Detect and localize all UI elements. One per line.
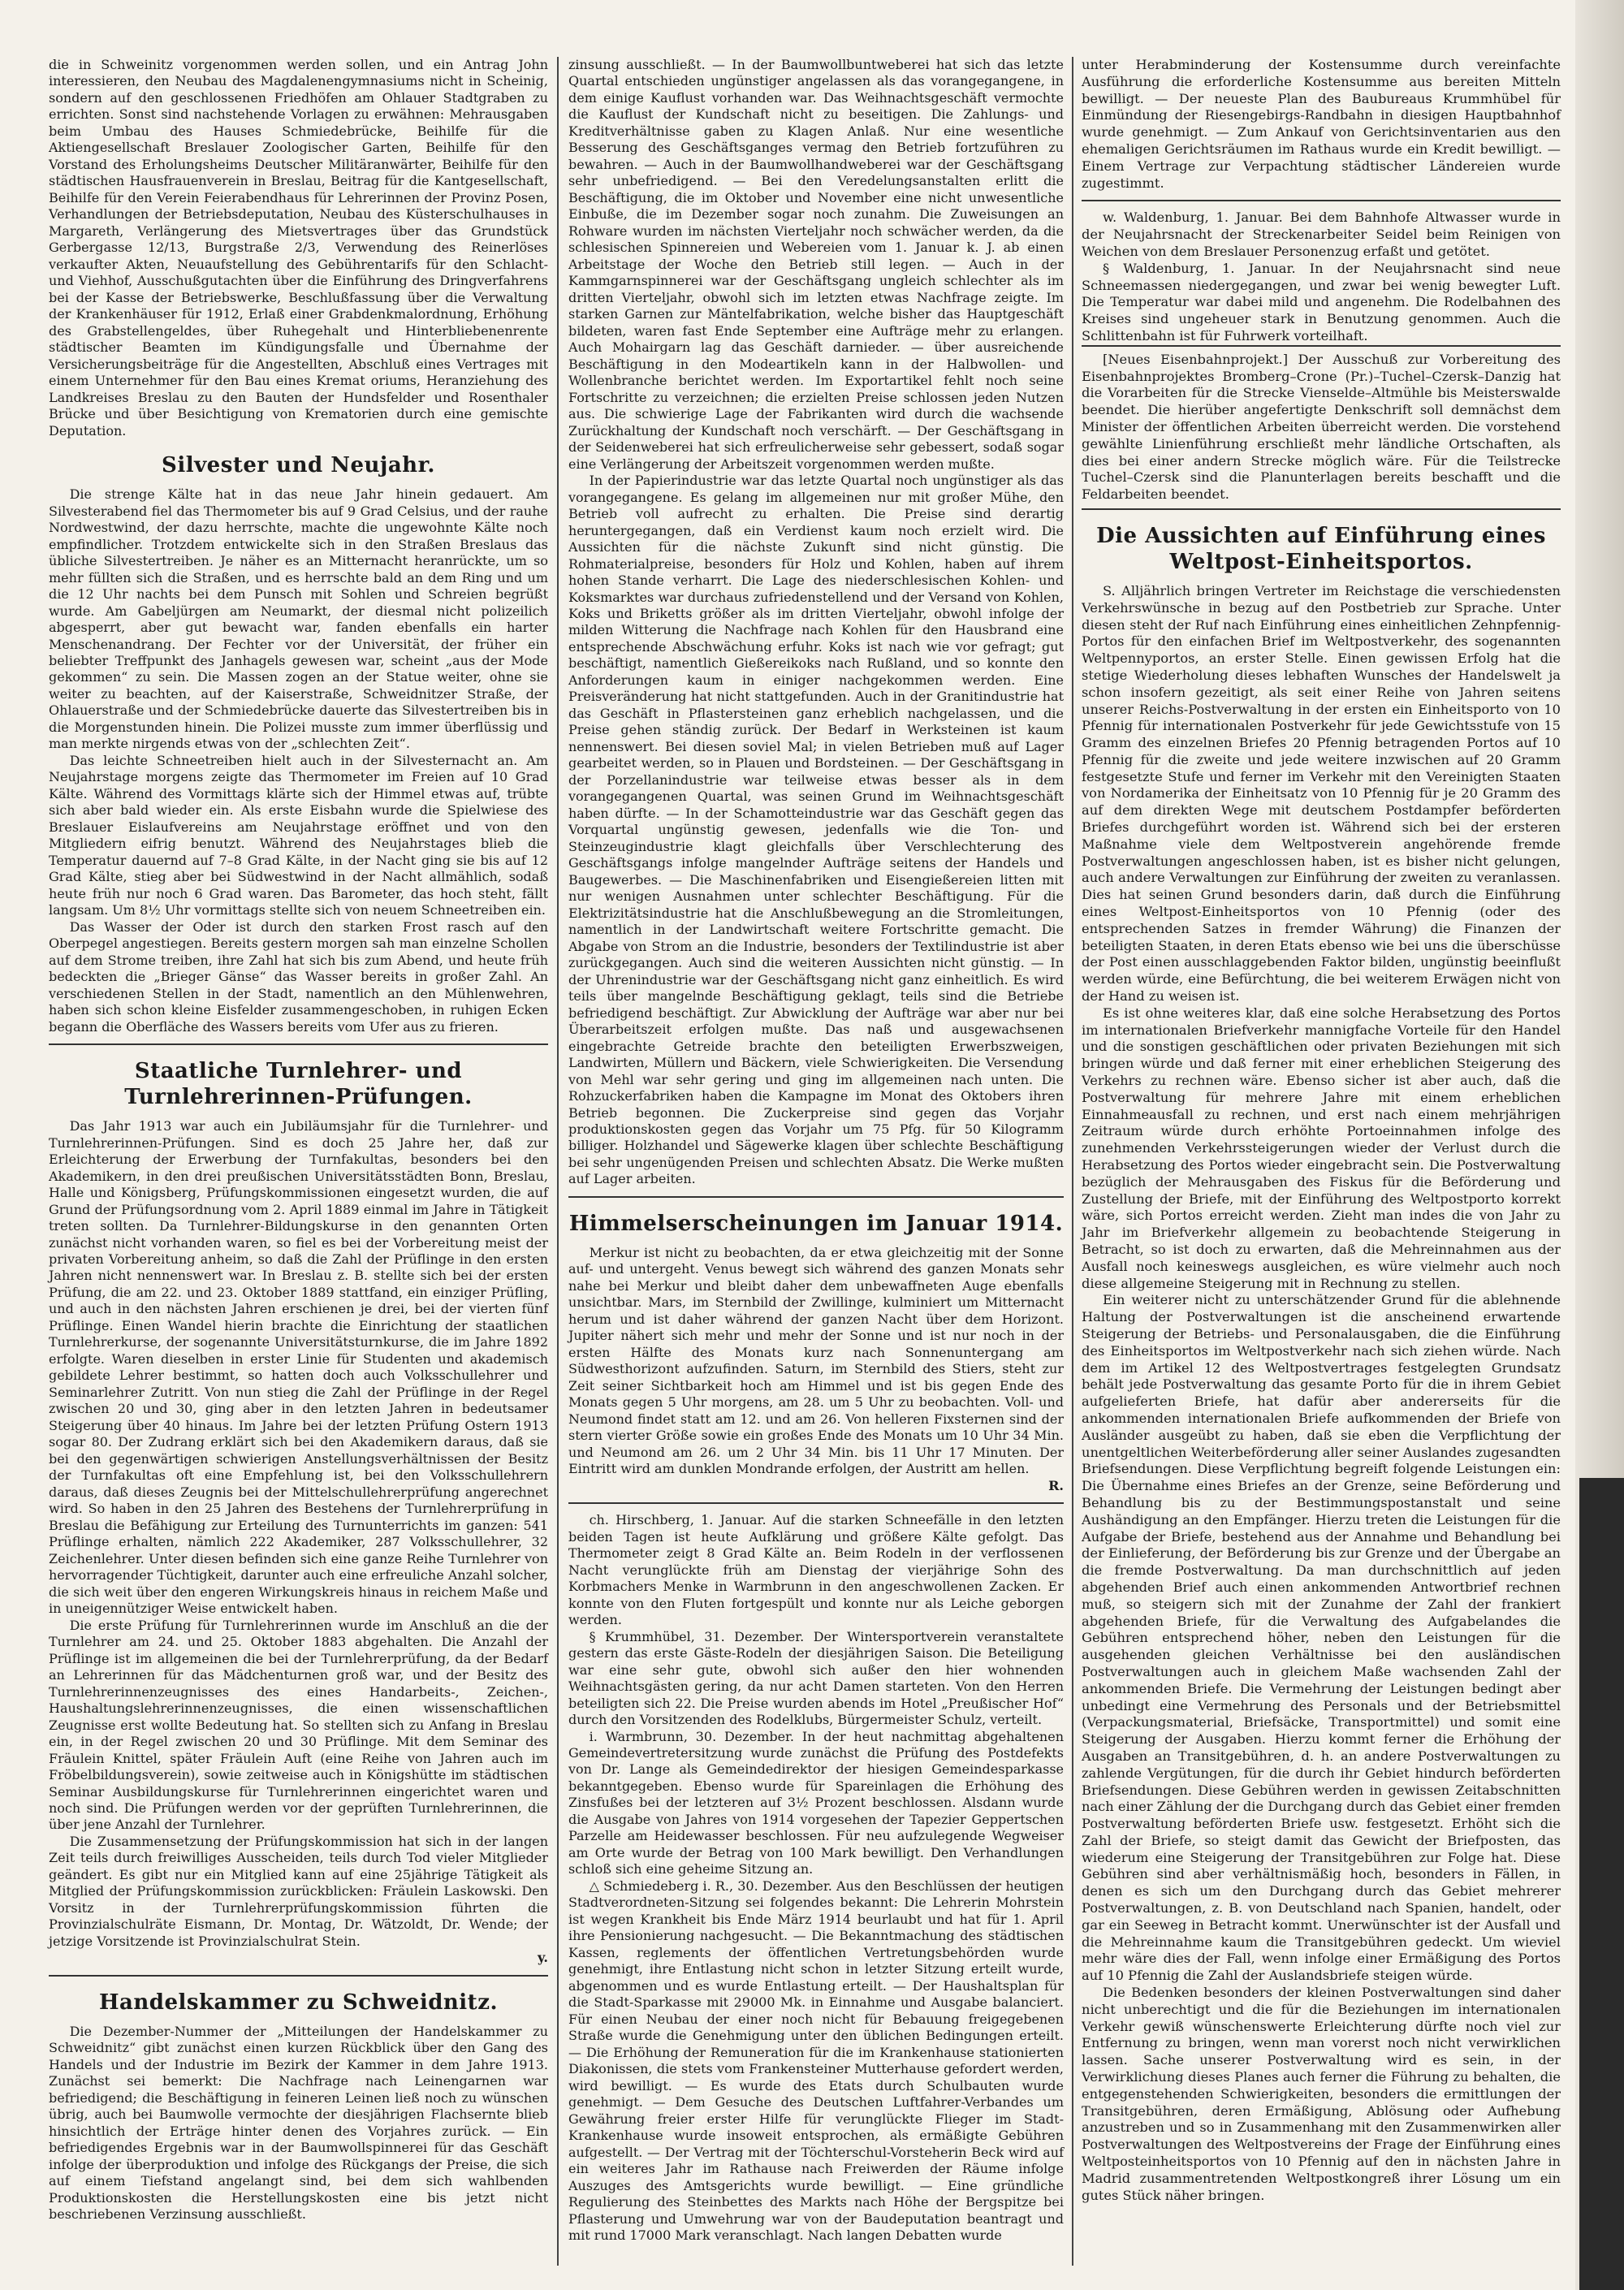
article-text: Das Wasser der Oder ist durch den starken Frost rasch auf den Oberpegel angestiegen. Bereits gestern morgen sah man einzelne Schollen auf dem Strome treiben, ihre Zahl hat sich bis zum Abend, und heute früh bedeckten die „Brieger Gänse“ das Wasser bereits in großer Zahl. An verschiedenen Stellen in der Stadt, namentlich an den Mühlenwehren, haben sich schon kleine Eisfelder zusammengeschoben, in ruhigen Ecken begann die Oberfläche des Wassers bereits vom Ufer aus zu frieren. bbox=[49, 918, 548, 1035]
article-text: ch. Hirschberg, 1. Januar. Auf die starken Schneefälle in den letzten beiden Tagen ist heute Aufklärung und größere Kälte gefolgt. Das Thermometer zeigt 8 Grad Kälte an. Beim Rodeln in der verflossenen Nacht verunglückte früh am Dienstag der vierjährige Sohn des Korbmachers Menke in Warmbrunn in den angeschwollenen Zacken. Er konnte von den Fluten fortgespült und konnte nur als Leiche geborgen werden. bbox=[568, 1512, 1064, 1628]
headline-turnlehrer: Staatliche Turnlehrer- und Turnlehrerinnen-Prüfungen. bbox=[124, 1059, 473, 1110]
divider bbox=[49, 1043, 548, 1045]
article-text: § Krummhübel, 31. Dezember. Der Wintersportverein veranstaltete gestern das erste Gäste-Rodeln der diesjährigen Saison. Die Beteiligung war eine sehr gute, obwohl sich außer den hier wohnenden Weihnachtsgästen gering, da nur acht Damen starteten. Von den Herren beteiligten sich 22. Die Preise wurden abends im Hotel „Preußischer Hof“ durch den Vorsitzenden des Rodelklubs, Bürgermeister Schulz, verteilt. bbox=[568, 1628, 1064, 1728]
notice-eisenbahnprojekt bbox=[1082, 345, 1561, 510]
headline-weltpost: Die Aussichten auf Einführung eines Weltpost-Einheitsportos. bbox=[1096, 523, 1546, 574]
newspaper-page bbox=[32, 57, 1567, 2266]
article-text: Die Bedenken besonders der kleinen Postverwaltungen sind daher nicht unberechtigt und die für die Beziehungen im internationalen Verkehr gewiß wünschenswerte Erleichterung dürfte noch viel zur Entfernung zu bringen, wenn man vorerst noch nicht verwirklichen lassen. Sache unserer Postverwaltung wird es sein, in der Verwirklichung dieses Planes auch ferner die Führung zu behalten, die entgegenstehenden Schwierigkeiten, besonders die ermittlungen der Transitgebühren, deren Ermäßigung, Ablösung oder Aufhebung anzustreben und so in Zusammenhang mit den Zusammenwirken aller Postverwaltungen des Weltpostvereins der Frage der Einführung eines Weltposteinheitsportos von 10 Pfennig auf den in nächsten Jahre in Madrid zusammentretenden Weltpostkongreß ihrer Lösung um ein gutes Stück näher bringen. bbox=[1082, 1985, 1561, 2203]
article-text: Das leichte Schneetreiben hielt auch in der Silvesternacht an. Am Neujahrstage morgens zeigte das Thermometer im Freien auf 10 Grad Kälte. Während des Vormittags klärte sich der Himmel etwas auf, trübte sich aber bald wieder ein. Als erste Eisbahn wurde die Spielwiese des Breslauer Eislaufvereins am Neujahrstage eröffnet und von den Mitgliedern eifrig benutzt. Während des Neujahrstages blieb die Temperatur dauernd auf 7–8 Grad Kälte, in der Nacht ging sie bis auf 12 Grad Kälte, stieg aber bei Südwestwind in der Nacht allmählich, sodaß heute früh nur noch 6 Grad waren. Das Barometer, das hoch steht, fällt langsam. Um 8½ Uhr vormittags stellte sich von neuem Schneetreiben ein. bbox=[49, 752, 548, 918]
signature: y. bbox=[537, 1950, 548, 1966]
signature: R. bbox=[1048, 1477, 1064, 1493]
divider bbox=[568, 1502, 1064, 1504]
article-text: Ein weiterer nicht zu unterschätzender Grund für die ablehnende Haltung der Postverwaltungen ist die anscheinend erwartende Steigerung der Betriebs- und Personalausgaben, die die Einführung des Einheitsportos im Weltpostverkehr nach sich ziehen würde. Nach dem im Artikel 12 des Weltpostvertrages festgelegten Grundsatz behält jede Postverwaltung das gesamte Porto für die in ihrem Gebiet aufgelieferten Briefe, hat dafür aber andererseits für die ankommenden internationalen Briefe aufkommenden der Briefe von Ausländer ausgeübt zu haben, daß sie eben die Verpflichtung der unentgeltlichen Weiterbeförderung aller seiner Auslandes zugesandten Briefsendungen. Diese Verpflichtung begreift folgende Leistungen ein: Die Übernahme eines Briefes an der Grenze, seine Beförderung und Behandlung bis zu der Bestimmungspostanstalt und seine Aushändigung an den Empfänger. Hierzu treten die Leistungen für die Aufgabe der Briefe, bestehend aus der Annahme und Behandlung bei der Einlieferung, der Beförderung bis zur Grenze und der Übergabe an die fremde Postverwaltung. Da man durchschnittlich auf jeden abgehenden Brief auch einen ankommenden Antwortbrief rechnen muß, so steigern sich mit der Zunahme der Zahl der frankiert abgehenden Briefe, für die Verwaltung des Aufgabelandes die Gebühren entsprechend höher, neben den Leistungen für die ausgehenden gleichen Verhältnisse bei den ausländischen Postverwaltungen auch in gleichem Maße wachsenden Zahl der ankommenden Briefe. Die Vermehrung der Leistungen bedingt aber unbedingt eine Vermehrung des Personals und der Betriebsmittel (Verpackungsmaterial, Briefsäcke, Transportmittel) und somit eine Steigerung der Ausgaben. Hierzu kommt ferner die Erhöhung der Ausgaben an Transitgebühren, d. h. an andere Postverwaltungen zu zahlende Vergütungen, für die durch ihr Gebiet hindurch beförderten Briefsendungen. Diese Gebühren werden in gewissen Zeitabschnitten nach einer Zählung der die Durchgang durch das Gebiet einer fremden Postverwaltung beförderten Briefe usw. festgesetzt. Erhöht sich die Zahl der Briefe, so steigt damit das Gewicht der Briefposten, das wiederum eine Steigerung der Transitgebühren zur Folge hat. Diese Gebühren sind aber verhältnismäßig hoch, besonders in Fällen, in denen es sich um den Durchgang durch das Gebiet mehrerer Postverwaltungen, z. B. von Deutschland nach Spanien, handelt, oder gar ein Seeweg in Betracht kommt. Unerwünschter ist der Ausfall und die Mehreinnahme kaum die Transitgebühren gedeckt. Um wieviel mehr wäre dies der Fall, wenn infolge einer Ermäßigung des Portos auf 10 Pfennig die Zahl der Auslandsbriefe steigen würde. bbox=[1082, 1292, 1561, 1984]
column-2 bbox=[568, 57, 1064, 2245]
article-text: Die strenge Kälte hat in das neue Jahr hinein gedauert. Am Silvesterabend fiel das Thermometer bis auf 9 Grad Celsius, und der rauhe Nordwestwind, der dazu herrschte, machte die ungewohnte Kälte noch empfindlicher. Trotzdem entwickelte sich in den Straßen Breslaus das übliche Silvestertreiben. Je näher es an Mitternacht heranrückte, um so mehr füllten sich die Straßen, und es herrschte bald an dem Ring und um die 12 Uhr nachts bei dem Punsch mit Sohlen und Schreien begrüßt wurde. Am Gabeljürgen am Neumarkt, der diesmal nicht polizeilich abgesperrt, aber gut bewacht war, fanden ebenfalls ein harter Menschenandrang. Der Fechter vor der Universität, der früher ein beliebter Treffpunkt des Janhagels gewesen war, scheint „aus der Mode gekommen“ zu sein. Die Massen zogen an der Statue weiter, ohne sie weiter zu beachten, auf der Kaiserstraße, Schweidnitzer Straße, der Ohlauerstraße und der Schmiedebrücke dauerte das Silvestertreiben bis in die Morgenstunden hinein. Die Polizei musste zum immer überflüssig und man merkte nirgends etwas von der „schlechten Zeit“. bbox=[49, 486, 548, 752]
article-text: Es ist ohne weiteres klar, daß eine solche Herabsetzung des Portos im internationalen Briefverkehr mannigfache Vorteile für den Handel und die sonstigen geschäftlichen oder privaten Beziehungen mit sich bringen würde und daß ferner mit einer erheblichen Steigerung des Verkehrs zu rechnen wäre. Ebenso sicher ist aber auch, daß die Postverwaltung für mehrere Jahre mit einem erheblichen Einnahmeausfall zu rechnen, und erst nach einem mehrjährigen Zeitraum würde durch erhöhte Portoeinnahmen infolge des zunehmenden Verkehrssteigerungen wieder der Verlust durch die Herabsetzung des Portos wieder eingebracht sein. Die Postverwaltung bezüglich der Mehrausgaben des Fiskus für die Beförderung und Zustellung der Briefe, mit der Einführung des Weltpostporto korrekt wäre, sich Portos erreicht werden. Zieht man indes die von Jahr zu Jahr im Briefverkehr allgemein zu beobachtende Steigerung in Betracht, so ist doch zu erwarten, daß die Mehreinnahmen aus der Ausfall noch keineswegs ausgleichen, es würe vielmehr auch noch diese allgemeine Steigerung mit in Rechnung zu stellen. bbox=[1082, 1005, 1561, 1291]
divider bbox=[49, 1975, 548, 1977]
article-text: Die Dezember-Nummer der „Mitteilungen der Handelskammer zu Schweidnitz“ gibt zunächst einen kurzen Rückblick über den Gang des Handels und der Industrie im Bezirk der Kammer in dem Jahre 1913. Zunächst sei bemerkt: Die Nachfrage nach Leinengarnen war befriedigend; die Beschäftigung in feineren Leinen ließ noch zu wünschen übrig, auch bei Baumwolle vermochte der diesjährigen Flachsernte blieb hinsichtlich der Erträge hinter denen des Vorjahres zurück. — Ein befriedigendes Ergebnis war in der Baumwollspinnerei für das Geschäft infolge der überproduktion und infolge des Rückgangs der Preise, die sich auf einem Tiefstand angelangt sind, bei dem sich wahlbenden Produktionskosten die Herstellungskosten eine bis jetzt nicht beschriebenen Verzinsung ausschließt. bbox=[49, 2023, 548, 2223]
article-text: S. Alljährlich bringen Vertreter im Reichstage die verschiedensten Verkehrswünsche in bezug auf den Postbetrieb zur Sprache. Unter diesen steht der Ruf nach Einführung eines einheitlichen Zehnpfennig-Portos für den einfachen Brief im Weltpostverkehr, des sogenannten Weltpennyportos, an erster Stelle. Einen gewissen Erfolg hat die stetige Wiederholung dieses lebhaften Wunsches der Handelswelt ja schon insofern gezeitigt, als seit einer Reihe von Jahren seitens unserer Reichs-Postverwaltung in der ersten ein Einheitsporto von 10 Pfennig für internationalen Postverkehr für jede Gewichtsstufe von 15 Gramm des einzelnen Briefes 20 Pfennig betragenden Portos auf 10 Pfennig für die zweite und jede weitere inzwischen auf 20 Gramm festgesetzte Stufe und ferner im Verkehr mit den Vereinigten Staaten von Nordamerika der Einheitsatz von 10 Pfennig für je 20 Gramm des auf dem direkten Wege mit deutschem Postdampfer beförderten Briefes durchgeführt worden ist. Während sich bei der ersteren Maßnahme viele dem Weltpostverein angehörende fremde Postverwaltungen angeschlossen haben, ist es bisher nicht gelungen, auch andere Verwaltungen zur Einführung der zweiten zu veranlassen. Dies hat seinen Grund besonders darin, daß durch die Einführung eines Weltpost-Einheitsportos von 10 Pfennig (oder des entsprechenden Satzes in fremder Währung) die Finanzen der beteiligten Staaten, in deren Etats ebenso wie bei uns die überschüsse der Post einen ausschlaggebenden Faktor bilden, ungünstig beeinflußt werden würde, eine Befürchtung, die bei weiterem Erwägen nicht von der Hand zu weisen ist. bbox=[1082, 582, 1561, 1005]
article-text: Merkur ist nicht zu beobachten, da er etwa gleichzeitig mit der Sonne auf- und untergeht. Venus bewegt sich während des ganzen Monats sehr nahe bei Merkur und bleibt daher dem unbewaffneten Auge ebenfalls unsichtbar. Mars, im Sternbild der Zwillinge, kulminiert um Mitternacht herum und ist daher während der ganzen Nacht über dem Horizont. Jupiter nähert sich mehr und mehr der Sonne und ist nur noch in der ersten Hälfte des Monats kurz nach Sonnenuntergang am Südwesthorizont aufzufinden. Saturn, im Sternbild des Stiers, steht zur Zeit seiner Sichtbarkeit hoch am Himmel und ist bis gegen Ende des Monats gegen 5 Uhr morgens, am 28. um 5 Uhr zu beobachten. Voll- und Neumond findet statt am 12. und am 26. Von helleren Fixsternen sind der stern vierter Größe sowie ein großes Ende des Monats um 10 Uhr 34 Min. und Neumond am 26. um 2 Uhr 34 Min. bis 11 Uhr 17 Minuten. Der Eintritt wird am dunklen Mondrande erfolgen, der Austritt am hellen. bbox=[568, 1244, 1064, 1477]
article-text: Die erste Prüfung für Turnlehrerinnen wurde im Anschluß an die der Turnlehrer am 24. und 25. Oktober 1883 abgehalten. Die Anzahl der Prüflinge ist im allgemeinen die bei der Turnlehrerprüfung, da der Bedarf an Lehrerinnen für das Mädchenturnen groß war, und der Besitz des Turnlehrerinnenzeugnisses des eines Handarbeits-, Zeichen-, Haushaltungslehrerinnenzeugnisses, die einen wissenschaftlichen Zeugnisse erst wollte Bedeutung hat. So stellten sich zu Anfang in Breslau ein, in der Regel zwischen 20 und 30 Prüflinge. Mit dem Seminar des Fräulein Knittel, später Fräulein Auft (eine Reihe von Jahren auch im Fröbelbildungsverein), sowie zeitweise auch in Königshütte im städtischen Seminar Ausbildungskurse für Turnlehrerinnen eingerichtet waren und noch sind. Die Prüfungen werden vor der geprüften Turnlehrerinnen, die über jene Anzahl der Turnlehrer. bbox=[49, 1617, 548, 1833]
column-rule bbox=[557, 57, 559, 2266]
headline-silvester: Silvester und Neujahr. bbox=[162, 453, 435, 478]
article-text: △ Schmiedeberg i. R., 30. Dezember. Aus den Beschlüssen der heutigen Stadtverordneten-Sitzung sei folgendes bekannt: Die Lehrerin Mohrstein ist wegen Krankheit bis Ende März 1914 beurlaubt und hat für 1. April ihre Pensionierung nachgesucht. — Die Bekanntmachung des städtischen Kassen, reglements der öffentlichen Vertretungsbehörden wurde genehmigt, ihre Entlastung nicht schon in letzter Sitzung erteilt wurde, abgenommen und es wurde Entlastung erteilt. — Der Haushaltsplan für die Stadt-Sparkasse mit 29000 Mk. in Einnahme und Ausgabe balanciert. Für einen Neubau der einer noch nicht für Bebauung freigegebenen Straße wurde die Genehmigung unter den üblichen Bedingungen erteilt. — Die Erhöhung der Remuneration für die im Krankenhause stationierten Diakonissen, die stets vom Frankensteiner Mutterhause gefordert werden, wird bewilligt. — Es wurde des Etats durch Schulbauten wurde genehmigt. — Dem Gesuche des Deutschen Luftfahrer-Verbandes um Gewährung freier erster Hilfe für verunglückte Flieger im Stadt-Krankenhause wurde insoweit entsprochen, als ermäßigte Gebühren aufgestellt. — Der Vertrag mit der Töchterschul-Vorsteherin Beck wird auf ein weiteres Jahr im Rathause nach Freiwerden der Räume infolge Auszuges des Amtsgerichts wurde bewilligt. — Eine gründliche Regulierung des Steinbettes des Markts nach Höhe der Bergspitze bei Pflasterung und Umwehrung war von der Baudeputation beantragt und mit rund 17000 Mark veranschlagt. Nach langen Debatten wurde bbox=[568, 1877, 1064, 2244]
article-text: i. Warmbrunn, 30. Dezember. In der heut nachmittag abgehaltenen Gemeindevertretersitzung wurde zunächst die Prüfung des Postdefekts von Dr. Lange als Gemeindedirektor der hiesigen Gemeindesparkasse bekanntgegeben. Ebenso wurde für Spareinlagen die Erhöhung des Zinsfußes bei der letzteren auf 3½ Prozent beschlossen. Alsdann wurde die Ausgabe von Jahres von 1914 vorgesehen der Tapezier Geppertschen Parzelle am Heidewasser beschlossen. Für neu aufzulegende Wegweiser am Orte wurde der Betrag von 100 Mark bewilligt. Den Verhandlungen schloß sich eine geheime Sitzung an. bbox=[568, 1728, 1064, 1877]
article-text: § Waldenburg, 1. Januar. In der Neujahrsnacht sind neue Schneemassen niedergegangen, und zwar bei wenig bewegter Luft. Die Temperatur war dabei mild und angenehm. Die Rodelbahnen des Kreises sind ungeheuer stark in Benutzung genommen. Auch die Schlittenbahn ist für Fuhrwerk vorteilhaft. bbox=[1082, 260, 1561, 344]
article-text: Die Zusammensetzung der Prüfungskommission hat sich in der langen Zeit teils durch freiwilliges Ausscheiden, teils durch Tod vieler Mitglieder geändert. Es gibt nur ein Mitglied kann auf eine 25jährige Tätigkeit als Mitglied der Prüfungskommission zurückblicken: Fräulein Laskowski. Den Vorsitz in der Turnlehrerprüfungskommission führten die Provinzialschulräte Eismann, Dr. Montag, Dr. Wätzoldt, Dr. Wende; der jetzige Vorsitzende ist Provinzialschulrat Stein. bbox=[49, 1833, 548, 1949]
article-text: w. Waldenburg, 1. Januar. Bei dem Bahnhofe Altwasser wurde in der Neujahrsnacht der Streckenarbeiter Seidel beim Reinigen von Weichen von dem Breslauer Personenzug erfaßt und getötet. bbox=[1082, 210, 1561, 259]
article-text: In der Papierindustrie war das letzte Quartal noch ungünstiger als das vorangegangene. Es gelang im allgemeinen nur mit großer Mühe, den Betrieb voll aufrecht zu erhalten. Die Preise sind derartig heruntergegangen, daß ein Verdienst kaum noch erzielt wird. Die Aussichten für die nächste Zukunft sind nicht günstig. Die Rohmaterialpreise, besonders für Holz und Kohlen, haben auf ihrem hohen Stande verharrt. Die Lage des niederschlesischen Kohlen- und Koksmarktes war durchaus zufriedenstellend und der Versand von Kohlen, Koks und Briketts größer als im dritten Vierteljahr, obwohl infolge der milden Witterung die Nachfrage nach Kohlen für den Hausbrand eine entsprechende Abschwächung erfuhr. Koks ist nach wie vor gefragt; gut beschäftigt, namentlich Gießereikoks nach Rußland, und so konnte den Anforderungen kaum in einiger nachgekommen werden. Eine Preisveränderung hat nicht stattgefunden. Auch in der Granitindustrie hat das Geschäft in Pflastersteinen ganz erheblich nachgelassen, und die Preise gehen ständig zurück. Der Bedarf in Werksteinen ist kaum nennenswert. Bei diesen soviel Mal; in vielen Betrieben muß auf Lager gearbeitet werden, so in Plauen und Bordsteinen. — Der Geschäftsgang in der Porzellanindustrie war teilweise etwas besser als in dem vorangegangenen Quartal, was seinen Grund im Weihnachtsgeschäft haben dürfte. — In der Schamotteindustrie war das Geschäft gegen das Vorquartal ungünstig gewesen, jedenfalls wie die Ton- und Steinzeugindustrie klagt gleichfalls über Verschlechterung des Geschäftsgangs infolge mangelnder Aufträge seitens der Handels und Baugewerbes. — Die Maschinenfabriken und Eisengießereien litten mit nur wenigen Ausnahmen unter schlechter Beschäftigung. Für die Elektrizitätsindustrie hat die Anschlußbewegung an die Stromleitungen, namentlich in der Landwirtschaft weitere Fortschritte gemacht. Die Abgabe von Strom an die Industrie, besonders der Textilindustrie ist aber zurückgegangen. Auch sind die weiteren Aussichten nicht günstig. — In der Uhrenindustrie war der Geschäftsgang nicht ganz einheitlich. Es wird teils über mangelnde Beschäftigung geklagt, teils sind die Betriebe befriedigend beschäftigt. Zur Abwicklung der Aufträge war aber nur bei Überarbeitszeit erfolgen mußte. Das naß und ausgewachsenen eingebrachte Getreide brachte den beteiligten Erwerbszweigen, Landwirten, Müllern und Bäckern, viele Schwierigkeiten. Die Versendung von Mehl war sehr gering und ging im allgemeinen nach unten. Die Rohzuckerfabriken haben die Kampagne im Monat des Oktobers ihren Betrieb begonnen. Die Zuckerpreise sind gegen das Vorjahr produktionskosten gegen das Vorjahr um 75 Pfg. für 50 Kilogramm billiger. Holzhandel und Sägewerke klagen über schlechte Beschäftigung bei sehr ungenügenden Preisen und schlechten Absatz. Die Werke mußten auf Lager arbeiten. bbox=[568, 473, 1064, 1187]
article-text: unter Herabminderung der Kostensumme durch vereinfachte Ausführung die erforderliche Kostensumme aus bereiten Mitteln bewilligt. — Der neueste Plan des Baubureaus Krummhübel für Einmündung der Riesengebirgs-Randbahn in diesigen Hauptbahnhof wurde genehmigt. — Zum Ankauf von Gerichtsinventarien aus den ehemaligen Gerichtsräumen im Rathaus wurde ein Kredit bewilligt. — Einem Vertrage zur Verpachtung städtischer Ländereien wurde zugestimmt. bbox=[1082, 57, 1561, 191]
article-text: die in Schweinitz vorgenommen werden sollen, und ein Antrag John interessieren, den Neubau des Magdalenengymnasiums nicht in Scheinig, sondern auf den geschlossenen Friedhöfen am Ohlauer Stadtgraben zu errichten. Sonst sind nachstehende Vorlagen zu erwähnen: Mehrausgaben beim Umbau des Hauses Schmiedebrücke, Beihilfe für die Aktiengesellschaft Breslauer Zoologischer Garten, Beihilfe für den Vorstand des Erholungsheims Deutscher Militäranwärter, Beihilfe für den städtischen Hausfrauenverein in Breslau, Beitrag für die Kantgesellschaft, Beihilfe für den Verein Feierabendhaus für Lehrerinnen der Provinz Posen, Verhandlungen der Betriebsdeputation, Neubau des Küsterschulhauses in Margareth, Verlängerung des Mietsvertrages über das Grundstück Gerbergasse 12/13, Burgstraße 2/3, Verwendung des Reinerlöses verkaufter Akten, Neuaufstellung des Gebührentarifs für den Schlacht- und Viehhof, Ausschußgutachten über die Einführung des Dringverfahrens bei der Kasse der Betriebswerke, Beschlußfassung über die Verwaltung der Krankenhäuser für 1912, Erlaß einer Grabdenkmalordnung, Erhöhung des Grabstellengeldes, über Ruhegehalt und Hinterbliebenenrente städtischer Beamten im Kündigungsfalle und Übernahme der Versicherungsbeiträge für die Angestellten, Abschluß eines Vertrages mit einem Unternehmer für den Bau eines Kremat oriums, Heranziehung des Landkreises Breslau zu den Bauten der Hundsfelder und Rosenthaler Brücke und über Besichtigung von Krematorien durch eine gemischte Deputation. bbox=[49, 57, 548, 439]
headline-himmelserscheinungen: Himmelserscheinungen im Januar 1914. bbox=[568, 1211, 1064, 1236]
article-text: zinsung ausschließt. — In der Baumwollbuntweberei hat sich das letzte Quartal entschieden ungünstiger angelassen als das vorangegangene, in dem einige Kauflust vorhanden war. Das Weihnachtsgeschäft vermochte die Kauflust der Kundschaft nicht zu beseitigen. Die Zahlungs- und Kreditverhältnisse gaben zu Klagen Anlaß. Nur eine wesentliche Besserung des Geschäftsganges vermag den Betrieb fortzuführen zu bewahren. — Auch in der Baumwollhandweberei war der Geschäftsgang sehr unbefriedigend. — Bei den Veredelungsanstalten erlitt die Beschäftigung, die im Oktober und November eine nicht unwesentliche Einbuße, die im Dezember sogar noch zunahm. Die Zuweisungen an Rohware wurden im nächsten Vierteljahr noch schwächer werden, da die schlesischen Spinnereien und Webereien vom 1. Januar k. J. ab einen Arbeitstage der Woche den Betrieb still legen. — Auch in der Kammgarnspinnerei war der Geschäftsgang ungleich schlechter als im dritten Vierteljahr, obwohl sich im letzten etwas Nachfrage zeigte. Im starken Garnen zur Mäntelfabrikation, welche bisher das Hauptgeschäft bildeten, waren fast Ende September eine Aufträge mehr zu erlangen. Auch Mohairgarn lag das Geschäft darnieder. — über ausreichende Beschäftigung in den Modeartikeln kann in der Halbwollen- und Wollenbranche berichtet werden. Im Exportartikel fehlt noch seine Fortschritte zu verzeichnen; die erzielten Preise schlossen jeden Nutzen aus. Die schwierige Lage der Fabrikanten wird durch die wachsende Zurückhaltung der Kundschaft noch verschärft. — Der Geschäftsgang in der Seidenweberei hat sich erfreulicherweise sehr gebessert, sodaß sogar eine Verlängerung der Arbeitszeit vorgenommen werden mußte. bbox=[568, 57, 1064, 472]
headline-handelskammer: Handelskammer zu Schweidnitz. bbox=[98, 1990, 499, 2015]
scan-shadow bbox=[1579, 1478, 1624, 2290]
column-1 bbox=[49, 57, 548, 2223]
article-text: Das Jahr 1913 war auch ein Jubiläumsjahr für die Turnlehrer- und Turnlehrerinnen-Prüfungen. Sind es doch 25 Jahre her, daß zur Erleichterung der Erwerbung der Turnfakultas, besonders bei den Akademikern, in den drei preußischen Universitätsstädten Bonn, Breslau, Halle und Königsberg, Prüfungskommissionen eingesetzt wurden, die auf Grund der Prüfungsordnung vom 2. April 1889 einmal im Jahre in Tätigkeit treten sollten. Da Turnlehrer-Bildungskurse in den genannten Orten zunächst nicht vorhanden waren, so fiel es bei der Vorbereitung meist der privaten Vorbereitung anheim, so daß die Zahl der Prüflinge in den ersten Jahren nicht nennenswert war. In Breslau z. B. stellte sich bei der ersten Prüfung, die am 22. und 23. Oktober 1889 stattfand, ein einziger Prüfling, und auch in den nächsten Jahren erschienen je drei, bei der vierten fünf Prüflinge. Einen Wandel hierin brachte die Einrichtung der staatlichen Turnlehrerkurse, der sogenannte Universitätsturnkurse, die im Jahre 1892 erfolgte. Waren dieselben in erster Linie für Studenten und akademisch gebildete Lehrer bestimmt, so hatten doch auch Volksschullehrer und Seminarlehrer Zutritt. Von nun stieg die Zahl der Prüflinge in der Regel zwischen 20 und 30, ging aber in den letzten Jahren in bedeutsamer Steigerung über 40 hinaus. Im Jahre bei der letzten Prüfung Ostern 1913 sogar 80. Der Zudrang erklärt sich bei den Akademikern daraus, daß sie bei den gegenwärtigen schwierigen Anstellungsverhältnissen der Besitz der Turnfakultas oft eine Empfehlung ist, bei den Volksschullehrern daraus, daß dieses Zeugnis bei der Mittelschullehrerprüfung angerechnet wird. So haben in den 25 Jahren des Bestehens der Turnlehrerprüfung in Breslau die Befähigung zur Erteilung des Turnunterrichts im ganzen: 541 Prüflinge erhalten, nämlich 222 Akademiker, 287 Volksschullehrer, 32 Zeichenlehrer. Unter diesen befinden sich eine ganze Reihe Turnlehrer von hervorragender Tüchtigkeit, darunter auch eine erfreuliche Anzahl solcher, die sich weit über den engeren Wirkungskreis hinaus in reichem Maße und in uneigennütziger Weise entwickelt haben. bbox=[49, 1118, 548, 1617]
divider bbox=[1082, 200, 1561, 201]
divider bbox=[568, 1196, 1064, 1198]
article-text: [Neues Eisenbahnprojekt.] Der Ausschuß zur Vorbereitung des Eisenbahnprojektes Bromberg–Crone (Pr.)–Tuchel–Czersk–Danzig hat die Vorarbeiten für die Strecke Vienselde–Altmühle bis Meisterswalde beendet. Die hierüber angefertigte Denkschrift soll demnächst dem Minister der öffentlichen Arbeiten überreicht werden. Die vorstehend gewählte Linienführung erschließt mehr ländliche Ortschaften, als dies bei einer andern Strecke möglich wäre. Für die Teilstrecke Tuchel–Czersk sind die Planunterlagen bereits beschafft und die Feldarbeiten beendet. bbox=[1082, 351, 1561, 503]
column-3 bbox=[1082, 57, 1561, 2204]
column-rule bbox=[1072, 57, 1073, 2266]
